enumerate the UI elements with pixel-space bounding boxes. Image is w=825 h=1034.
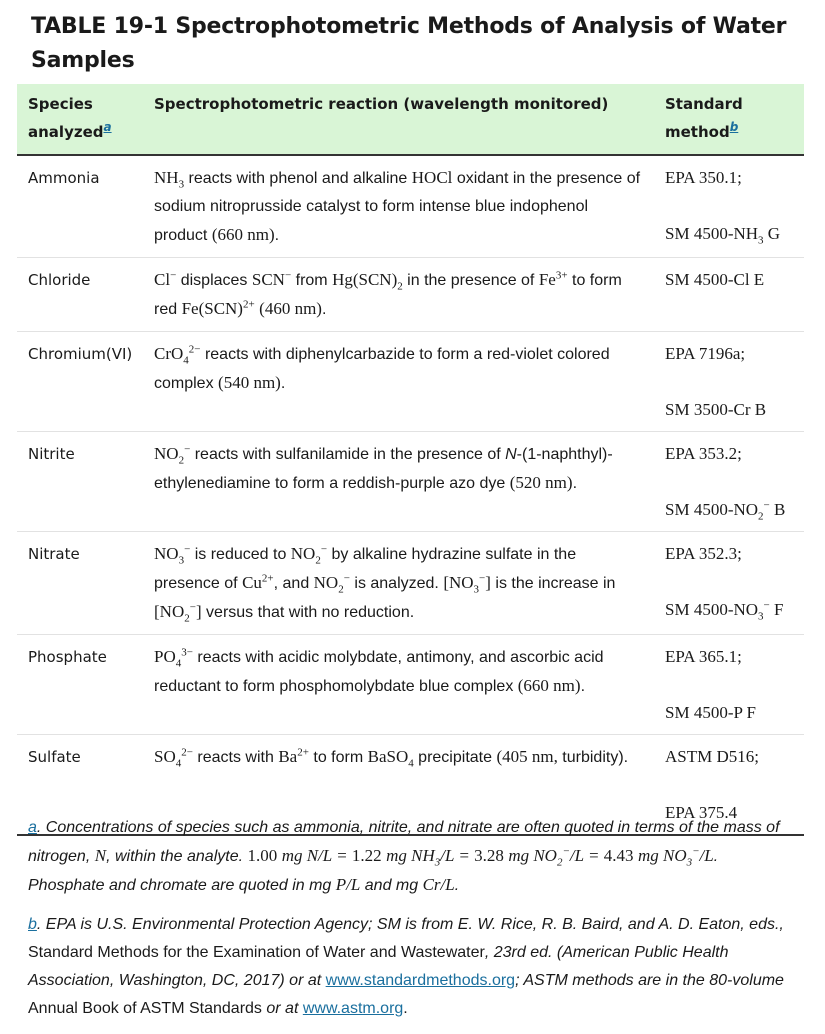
species-cell: Ammonia bbox=[17, 155, 143, 258]
reaction-cell: CrO$_4^{2-}$ reacts with diphenylcarbazide to form a red-violet colored complex (540 nm). bbox=[143, 332, 654, 432]
methods-table bbox=[17, 84, 804, 836]
method-cell: SM 4500-Cl E bbox=[654, 258, 804, 332]
species-cell: Chromium(VI) bbox=[17, 332, 143, 432]
method-cell: EPA 350.1; SM $4500-NH_3$ G bbox=[654, 155, 804, 258]
reaction-cell: $NH_3$ reacts with phenol and alkaline HOCl oxidant in the presence of sodium nitroprusside catalyst to form intense blue indophenol product (660 nm). bbox=[143, 155, 654, 258]
method-cell: EPA 7196a; SM 3500-Cr B bbox=[654, 332, 804, 432]
header-row bbox=[17, 84, 804, 155]
species-cell: Nitrate bbox=[17, 532, 143, 635]
reaction-cell: $NO_2^-$ reacts with sulfanilamide in the presence of N-(1-naphthyl)-ethylenediamine to form a reddish-purple azo dye (520 nm). bbox=[143, 432, 654, 532]
footnote-b-link[interactable]: b bbox=[729, 120, 739, 134]
species-cell: Sulfate bbox=[17, 735, 143, 836]
standardmethods-link[interactable]: www.standardmethods.org bbox=[325, 972, 516, 989]
footnote-a: a. Concentrations of species such as ammonia, nitrite, and nitrate are often quoted in terms of the mass of nitrogen, N, within the analyte. 1.00 mg N/L = 1.22 mg $NH_3/L = 3.28$ mg $NO_2^-/L = 4.43$ mg $NO_3^-/L$. Phosphate and chromate are quoted in mg P/L and mg Cr/L. bbox=[28, 819, 780, 894]
reaction-cell: $PO_4^{3-}$ reacts with acidic molybdate, antimony, and ascorbic acid reductant to form phosphomolybdate blue complex (660 nm). bbox=[143, 635, 654, 735]
species-cell: Phosphate bbox=[17, 635, 143, 735]
header-reaction: Spectrophotometric reaction (wavelength monitored) bbox=[143, 84, 654, 155]
footnote-a-label[interactable]: a bbox=[28, 819, 37, 836]
reaction-cell: $NO_3^-$ is reduced to $NO_2^-$ by alkaline hydrazine sulfate in the presence of $Cu^{2+}$, and $NO_2^-$ is analyzed. $[NO_3^-]$ is the increase in $[NO_2^-]$ versus that with no reduction. bbox=[143, 532, 654, 635]
footnote-b: b. EPA is U.S. Environmental Protection Agency; SM is from E. W. Rice, R. B. Baird, and A. D. Eaton, eds., Standard Methods for the Examination of Water and Wastewater, 23rd ed. (American Public Health Association, Washington, DC, 2017) or at www.standardmethods.org; ASTM methods are in the 80-volume Annual Book of ASTM Standards or at www.astm.org. bbox=[28, 916, 784, 1017]
method-cell: EPA 352.3; SM $4500-NO_3^-$ F bbox=[654, 532, 804, 635]
table-title: TABLE 19-1 Spectrophotometric Methods of Analysis of Water Samples bbox=[31, 14, 787, 73]
table-footnotes bbox=[28, 814, 798, 1034]
table-row bbox=[17, 258, 804, 332]
reaction-cell: Cl− displaces SCN− from $Hg(SCN)_2$ in the presence of $Fe^{3+}$ to form red Fe(SCN)$^{2+}$ (460 nm). bbox=[143, 258, 654, 332]
table-row bbox=[17, 532, 804, 635]
astm-link[interactable]: www.astm.org bbox=[302, 1000, 404, 1017]
species-cell: Nitrite bbox=[17, 432, 143, 532]
table-row bbox=[17, 332, 804, 432]
species-cell: Chloride bbox=[17, 258, 143, 332]
reaction-cell: $SO_4^{2-}$ reacts with $Ba^{2+}$ to form BaSO$_4$ precipitate (405 nm, turbidity). bbox=[143, 735, 654, 836]
method-cell: EPA 353.2; SM $4500-NO_2^-$ B bbox=[654, 432, 804, 532]
method-cell: EPA 365.1; SM 4500-P F bbox=[654, 635, 804, 735]
footnote-a-link[interactable]: a bbox=[103, 120, 112, 134]
header-species: Species analyzed$^a$ bbox=[17, 84, 143, 155]
footnote-b-label[interactable]: b bbox=[28, 916, 37, 933]
method-cell: ASTM D516; EPA 375.4 bbox=[654, 735, 804, 836]
header-method: Standard method$^b$ bbox=[654, 84, 804, 155]
table-row bbox=[17, 155, 804, 258]
table-row bbox=[17, 432, 804, 532]
table-row bbox=[17, 635, 804, 735]
